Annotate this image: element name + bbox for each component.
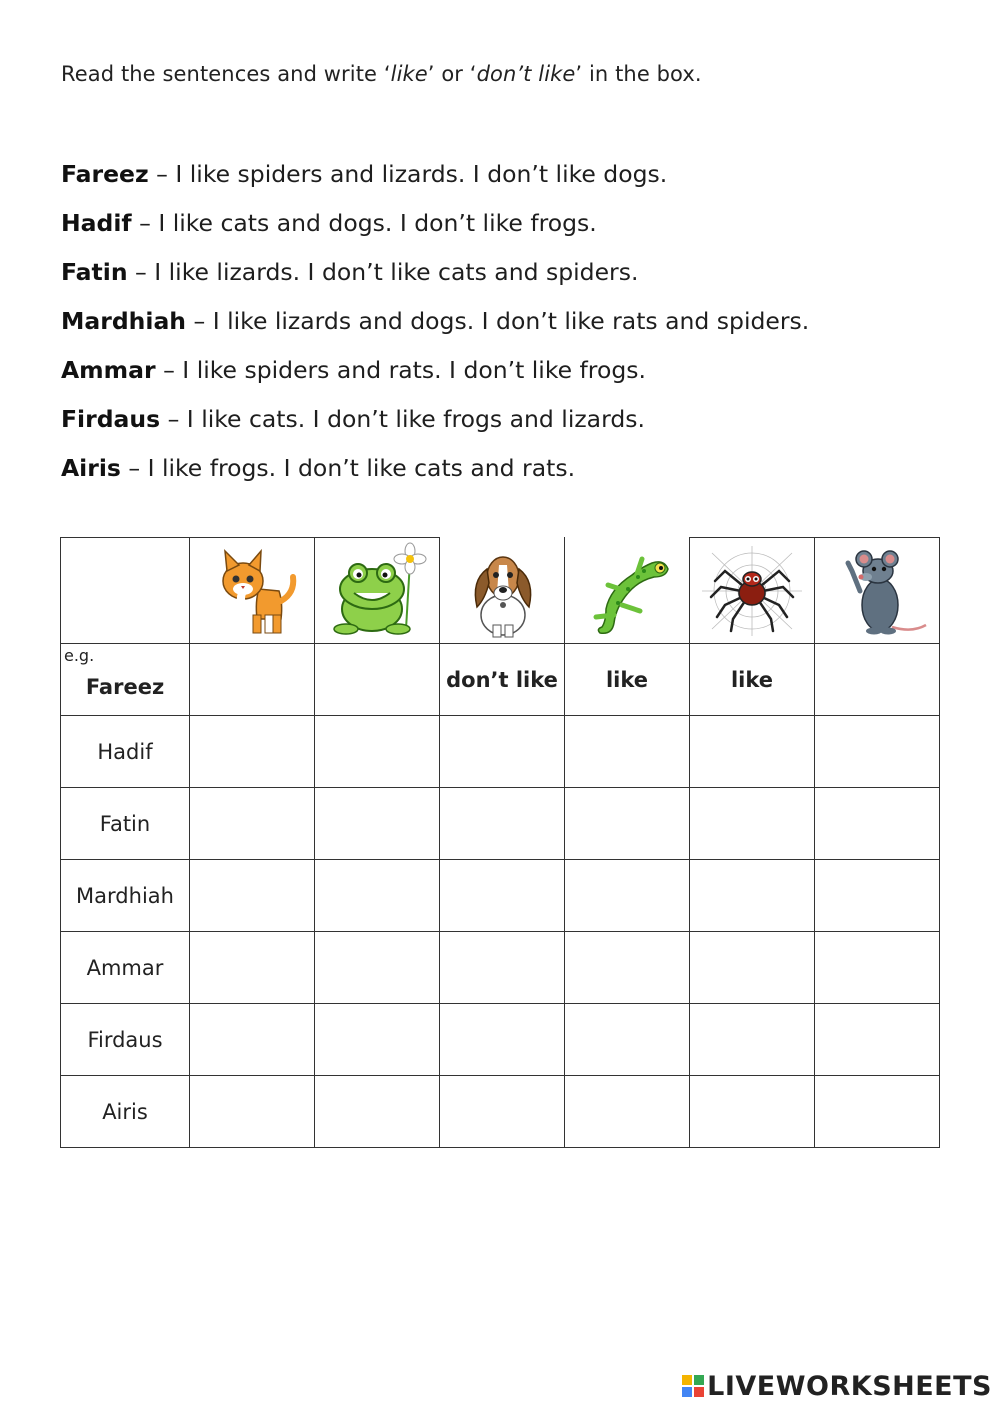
example-name: Fareez — [85, 674, 165, 699]
answer-box[interactable] — [440, 860, 565, 932]
lizard-cell — [565, 538, 690, 644]
dog-cell — [440, 538, 565, 644]
table-row — [61, 1004, 940, 1076]
row-name: Hadif — [61, 716, 190, 788]
table-row — [61, 932, 940, 1004]
sentence: Airis – I like frogs. I don’t like cats and rats. — [61, 454, 576, 482]
cat-cell — [190, 538, 315, 644]
example-name-cell — [61, 644, 190, 716]
answer-box[interactable] — [565, 1076, 690, 1148]
answer-box[interactable] — [690, 1004, 815, 1076]
answer-box[interactable] — [190, 716, 315, 788]
cat-icon — [197, 541, 307, 641]
answer-box[interactable] — [315, 644, 440, 716]
answer-box[interactable] — [815, 1076, 940, 1148]
answer-box[interactable] — [565, 1004, 690, 1076]
answer-box[interactable] — [440, 716, 565, 788]
lizard-icon — [572, 541, 682, 641]
answer-box[interactable] — [315, 716, 440, 788]
instruction-text: Read the sentences and write ‘like’ or ‘don’t like’ in the box. — [61, 62, 702, 86]
example-row — [61, 644, 940, 716]
sentence-list — [61, 150, 961, 493]
answer-box[interactable] — [815, 716, 940, 788]
example-label: e.g. — [64, 646, 95, 665]
frog-cell — [315, 538, 440, 644]
dog-icon — [447, 541, 557, 641]
table-row — [61, 1076, 940, 1148]
header-row — [61, 538, 940, 644]
liveworksheets-logo — [682, 1371, 992, 1401]
sentence: Fareez – I like spiders and lizards. I don’t like dogs. — [61, 160, 668, 188]
answer-box[interactable] — [440, 1004, 565, 1076]
answer-box[interactable] — [815, 860, 940, 932]
answer-box[interactable] — [315, 1076, 440, 1148]
answer-box[interactable] — [690, 860, 815, 932]
rat-icon — [822, 541, 932, 641]
answer-box[interactable] — [690, 932, 815, 1004]
row-name: Fatin — [61, 788, 190, 860]
answer-box[interactable] — [815, 1004, 940, 1076]
answer-box[interactable] — [440, 1076, 565, 1148]
row-name: Mardhiah — [61, 860, 190, 932]
answer-box[interactable] — [440, 788, 565, 860]
row-name: Firdaus — [61, 1004, 190, 1076]
answer-box[interactable] — [565, 788, 690, 860]
row-name: Ammar — [61, 932, 190, 1004]
answer-box[interactable] — [565, 716, 690, 788]
spider-icon — [697, 541, 807, 641]
answer-box[interactable] — [690, 716, 815, 788]
sentence: Fatin – I like lizards. I don’t like cats and spiders. — [61, 258, 639, 286]
frog-icon — [322, 541, 432, 641]
answer-box[interactable] — [815, 644, 940, 716]
table-row — [61, 788, 940, 860]
answer-box[interactable] — [815, 932, 940, 1004]
corner-cell — [61, 538, 190, 644]
answer-box[interactable] — [440, 932, 565, 1004]
answer-box[interactable] — [690, 788, 815, 860]
answer-box[interactable] — [190, 1076, 315, 1148]
sentence: Ammar – I like spiders and rats. I don’t like frogs. — [61, 356, 646, 384]
answer-box[interactable]: like — [565, 644, 690, 716]
logo-text: LIVEWORKSHEETS — [707, 1370, 992, 1402]
sentence: Firdaus – I like cats. I don’t like frogs and lizards. — [61, 405, 645, 433]
answer-box[interactable] — [315, 932, 440, 1004]
table-row — [61, 716, 940, 788]
answer-box[interactable] — [190, 788, 315, 860]
answer-box[interactable]: don’t like — [440, 644, 565, 716]
answer-box[interactable] — [815, 788, 940, 860]
sentence: Mardhiah – I like lizards and dogs. I don’t like rats and spiders. — [61, 307, 810, 335]
answer-box[interactable] — [315, 788, 440, 860]
sentence: Hadif – I like cats and dogs. I don’t like frogs. — [61, 209, 597, 237]
answer-box[interactable] — [565, 860, 690, 932]
spider-cell — [690, 538, 815, 644]
rat-cell — [815, 538, 940, 644]
answer-box[interactable]: like — [690, 644, 815, 716]
answer-table — [60, 537, 940, 1148]
answer-box[interactable] — [565, 932, 690, 1004]
row-name: Airis — [61, 1076, 190, 1148]
logo-badge-icon — [682, 1375, 704, 1397]
answer-box[interactable] — [690, 1076, 815, 1148]
answer-box[interactable] — [190, 932, 315, 1004]
answer-box[interactable] — [190, 1004, 315, 1076]
answer-box[interactable] — [190, 860, 315, 932]
answer-box[interactable] — [315, 860, 440, 932]
answer-box[interactable] — [315, 1004, 440, 1076]
table-row — [61, 860, 940, 932]
answer-box[interactable] — [190, 644, 315, 716]
